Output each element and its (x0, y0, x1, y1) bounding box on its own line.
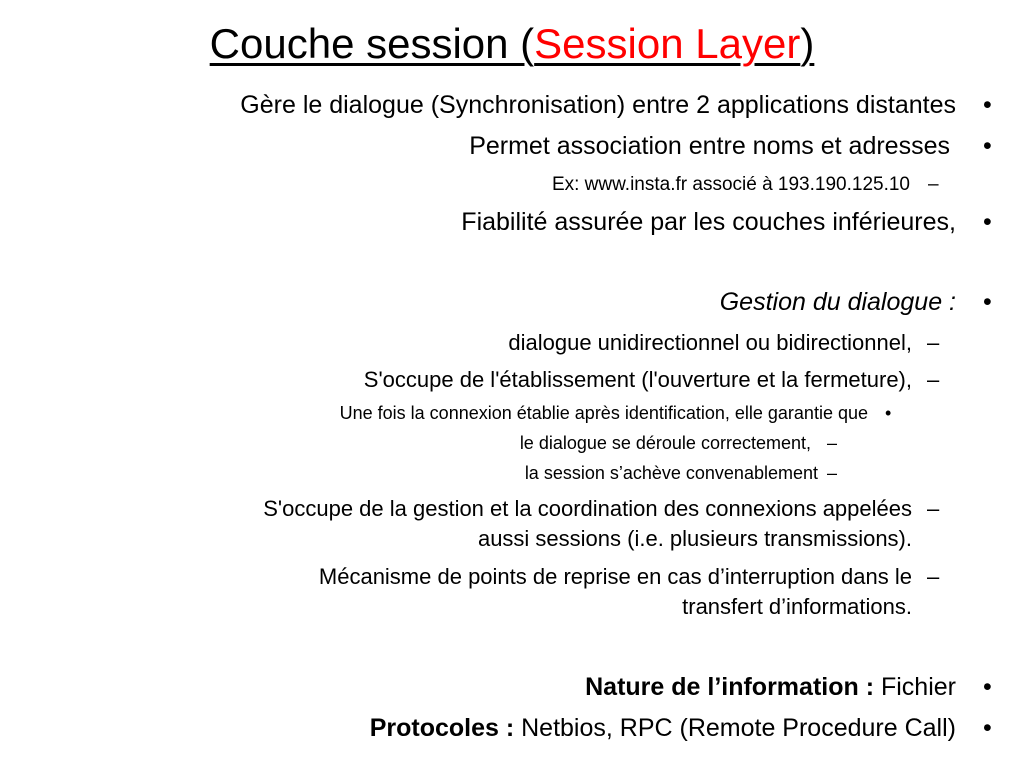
sub-bullet-text-direction: dialogue unidirectionnel ou bidirectionnel, (508, 330, 912, 355)
dash-marker: – (927, 367, 940, 392)
dash-marker: – (827, 463, 838, 483)
sub-sub-bullet-text-guarantee: Une fois la connexion établie après identification, elle garantie que (339, 403, 868, 423)
dash-marker: – (927, 564, 940, 589)
bullet-text-dialogue-heading: Gestion du dialogue : (719, 288, 956, 316)
bullet-text-name-address: Permet association entre noms et adresses (469, 132, 950, 160)
sub-bullet-text-coordination-cont: aussi sessions (i.e. plusieurs transmissions). (477, 526, 912, 551)
title-suffix: ) (800, 20, 815, 67)
dash-marker: – (827, 433, 838, 453)
information-nature-value: Fichier (874, 673, 956, 701)
bullet-marker: • (983, 288, 992, 316)
sub-bullet-text-coordination: S'occupe de la gestion et la coordination des connexions appelées (263, 496, 912, 521)
information-nature-label: Nature de l’information : (585, 673, 875, 701)
sub-bullet-text-checkpoints: Mécanisme de points de reprise en cas d’interruption dans le (318, 564, 912, 589)
protocols-label: Protocoles : (369, 714, 515, 742)
bullet-marker: • (983, 208, 992, 236)
protocols-value: Netbios, RPC (Remote Procedure Call) (514, 714, 956, 742)
sub-bullet-text-example: Ex: www.insta.fr associé à 193.190.125.10 (551, 174, 910, 195)
sub-bullet-text-establishment: S'occupe de l'établissement (l'ouverture et la fermeture), (363, 367, 912, 392)
sub-bullet-text-checkpoints-cont: transfert d’informations. (682, 594, 912, 619)
title-prefix: Couche session ( (209, 20, 535, 67)
bullet-marker: • (983, 714, 992, 742)
sub-sub-sub-text-dialogue-ok: le dialogue se déroule correctement, (519, 433, 811, 453)
bullet-marker: • (983, 132, 992, 160)
slide-title (0, 18, 1024, 70)
bullet-text-information-nature (585, 672, 956, 702)
bullet-text-protocols (370, 713, 956, 743)
bullet-text-dialogue-management: Gère le dialogue (Synchronisation) entre 2 applications distantes (240, 91, 956, 119)
title-accent: Session Layer (534, 20, 801, 67)
dash-marker: – (927, 330, 940, 355)
bullet-marker: • (983, 673, 992, 701)
dash-marker: – (928, 174, 939, 195)
slide-title-text (210, 20, 815, 67)
bullet-marker: • (885, 403, 892, 423)
sub-sub-sub-text-session-end: la session s’achève convenablement (524, 463, 818, 483)
bullet-marker: • (983, 91, 992, 119)
dash-marker: – (927, 496, 940, 521)
bullet-text-reliability: Fiabilité assurée par les couches inférieures, (461, 208, 956, 236)
